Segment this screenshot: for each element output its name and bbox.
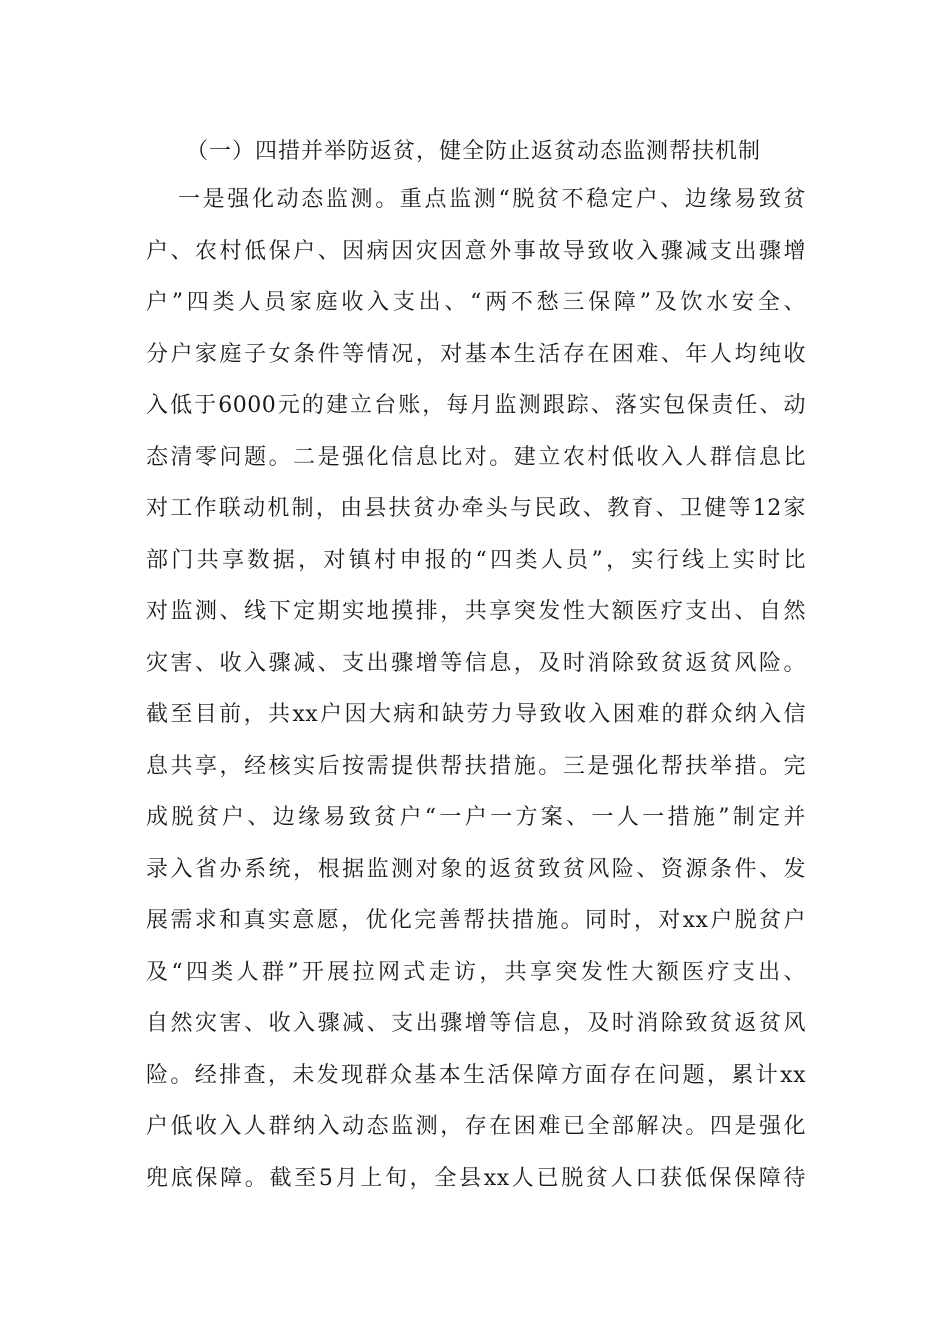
text-line: 兜底保障。截至5月上旬，全县xx人已脱贫人口获低保保障待 <box>146 1165 806 1191</box>
text-line: 户”四类人员家庭收入支出、“两不愁三保障”及饮水安全、 <box>146 290 806 315</box>
text-line: 态清零问题。二是强化信息比对。建立农村低收入人群信息比 <box>146 444 806 470</box>
text-line: 成脱贫户、边缘易致贫户“一户一方案、一人一措施”制定并 <box>146 805 806 830</box>
text-line: 分户家庭子女条件等情况，对基本生活存在困难、年人均纯收 <box>146 341 806 367</box>
text-line: 部门共享数据，对镇村申报的“四类人员”，实行线上实时比 <box>146 547 806 573</box>
section-heading: （一）四措并举防返贫，健全防止返贫动态监测帮扶机制 <box>186 139 762 164</box>
text-line: 自然灾害、收入骤减、支出骤增等信息，及时消除致贫返贫风 <box>146 1011 806 1036</box>
text-line: 息共享，经核实后按需提供帮扶措施。三是强化帮扶举措。完 <box>146 753 806 779</box>
text-line: 户低收入人群纳入动态监测，存在困难已全部解决。四是强化 <box>146 1114 806 1139</box>
text-line: 一是强化动态监测。重点监测“脱贫不稳定户、边缘易致贫 <box>178 187 806 212</box>
text-line: 及“四类人群”开展拉网式走访，共享突发性大额医疗支出、 <box>146 959 806 985</box>
text-line: 截至目前，共xx户因大病和缺劳力导致收入困难的群众纳入信 <box>146 702 806 727</box>
text-line: 灾害、收入骤减、支出骤增等信息，及时消除致贫返贫风险。 <box>146 650 806 676</box>
text-line: 展需求和真实意愿，优化完善帮扶措施。同时，对xx户脱贫户 <box>146 908 806 933</box>
text-line: 险。经排查，未发现群众基本生活保障方面存在问题，累计xx <box>146 1062 806 1088</box>
text-line: 对工作联动机制，由县扶贫办牵头与民政、教育、卫健等12家 <box>146 496 806 521</box>
text-line: 户、农村低保户、因病因灾因意外事故导致收入骤减支出骤增 <box>146 238 806 264</box>
body-text <box>146 174 806 1204</box>
text-line: 录入省办系统，根据监测对象的返贫致贫风险、资源条件、发 <box>146 856 806 882</box>
text-line: 对监测、线下定期实地摸排，共享突发性大额医疗支出、自然 <box>146 599 806 624</box>
text-line: 入低于6000元的建立台账，每月监测跟踪、落实包保责任、动 <box>146 393 806 418</box>
